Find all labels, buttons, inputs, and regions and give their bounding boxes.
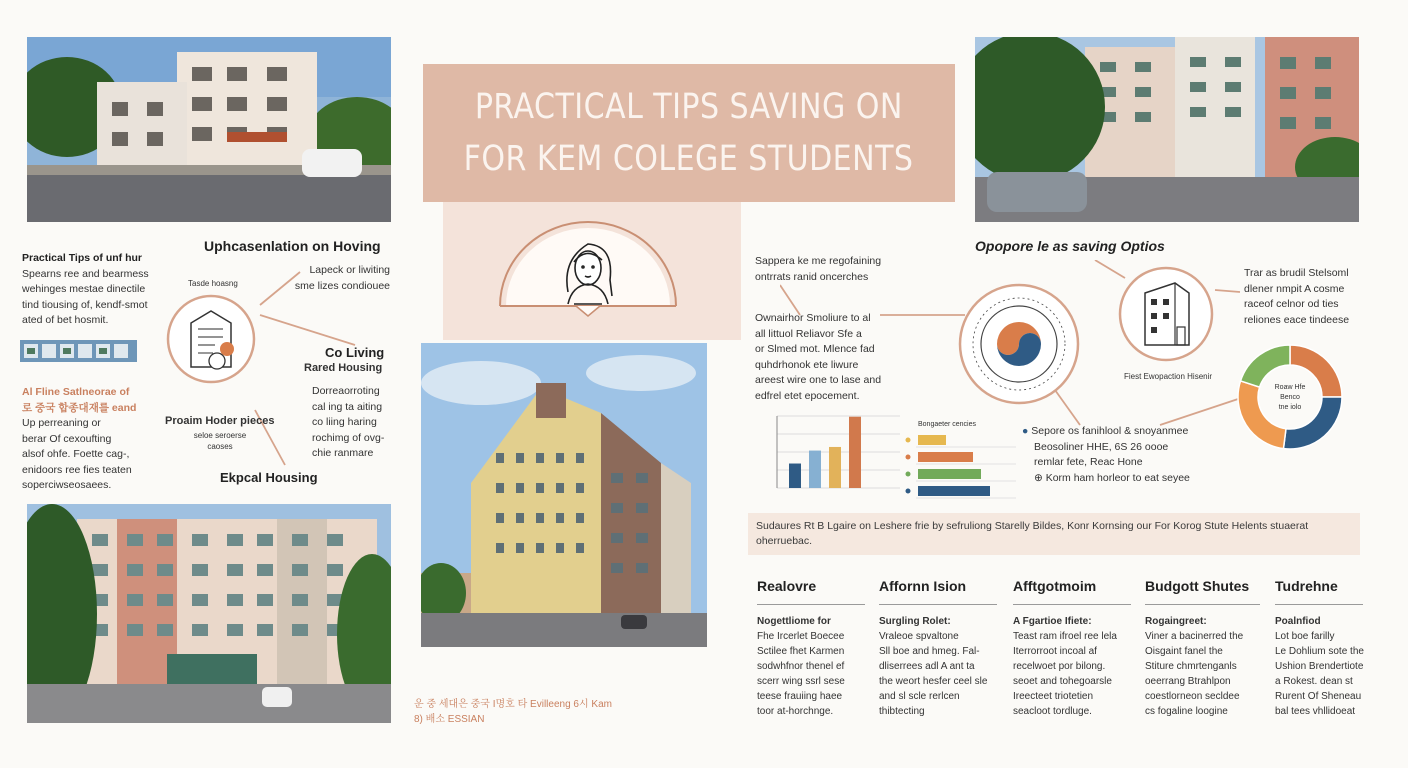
accent-line: 로 중국 합종대재를 eand xyxy=(22,401,137,414)
column-heading: Tudrehne xyxy=(1275,578,1338,594)
column-line: Poalnfiod xyxy=(1275,616,1321,627)
intro-line: ated of bet hosmit. xyxy=(22,314,109,326)
legend-title: Bongaeter cencies xyxy=(918,421,976,428)
column-line: Nogettliome for xyxy=(757,616,831,627)
left-intro-text xyxy=(22,251,172,329)
column-line: Ireecteet triotetien xyxy=(1013,691,1094,702)
decorative-tile-strip xyxy=(20,340,137,362)
column-body xyxy=(1145,614,1270,719)
intro-line: Spearns ree and bearmess xyxy=(22,267,149,280)
intro-line: Practical Tips of unf hur xyxy=(22,252,142,264)
note-line: Lapeck or liwiting xyxy=(309,264,390,276)
column-line: teese frauiing haee xyxy=(757,691,843,702)
intro-line: tind tiousing of, kendf-smot xyxy=(22,298,148,311)
column-line: Surgling Rolet: xyxy=(879,616,951,627)
center-tall-building-photo xyxy=(421,343,707,647)
proalm-sub-line: caoses xyxy=(207,442,233,451)
column-heading: Budgott Shutes xyxy=(1145,578,1250,594)
donut-chart xyxy=(1225,330,1380,465)
supp-line: Sappera ke me regofaining xyxy=(755,255,882,267)
column-line: Fhe Ircerlet Boecee xyxy=(757,631,845,642)
ovn-line: all littuol Reliavor Sfe a xyxy=(755,327,862,340)
column-divider xyxy=(757,604,865,605)
supp-line: ontrrats ranid oncerches xyxy=(755,270,869,283)
column-line: Iterrorroot incoal af xyxy=(1013,646,1097,657)
bullet-text: Beosoliner HHE, 6S 26 oooe xyxy=(1034,440,1169,453)
ovn-line: edfrel etet epocement. xyxy=(755,389,860,402)
bar xyxy=(849,417,861,488)
column-line: and sl scle rerlcen xyxy=(879,691,960,702)
explore-heading: Opopore le as saving Optios xyxy=(975,238,1165,254)
top-left-building-photo xyxy=(27,37,391,222)
proalm-heading: Proaim Hoder pieces xyxy=(165,415,275,427)
fiest-label: Fiest Ewopaction Hisenir xyxy=(1124,372,1213,381)
column-line: Sll boe and hmeg. Fal- xyxy=(879,646,980,657)
column-divider xyxy=(879,604,997,605)
co-desc-line: cal ing ta aiting xyxy=(312,400,383,413)
column-line: Oisgaint fanel the xyxy=(1145,646,1223,657)
proalm-sub xyxy=(180,430,260,452)
column-line: seacloot tordluge. xyxy=(1013,706,1092,717)
column-line: recelwoet por bilong. xyxy=(1013,661,1106,672)
intro-line: wehinges mestae dinectile xyxy=(22,283,146,295)
balance-badge-icon xyxy=(958,283,1080,405)
donut-label: Benco xyxy=(1280,394,1300,401)
small-label: Tasde hoasng xyxy=(188,279,238,288)
column-line: scerr wing ssrl sese xyxy=(757,676,845,687)
ovn-line: or Slmed mot. Mlence fad xyxy=(755,343,875,355)
donut-label: tne iolo xyxy=(1278,404,1302,411)
column-body xyxy=(1013,614,1141,719)
column-line: the weort hesfer ceel sle xyxy=(879,676,988,687)
bullet-dot-icon: ● xyxy=(1022,425,1032,437)
bullet-text: Sepore os fanihlool & snoyanmee xyxy=(1031,425,1189,437)
proalm-sub-line: seloe seroerse xyxy=(193,431,247,440)
accent-block xyxy=(22,385,172,416)
column-body xyxy=(879,614,1007,719)
co-living-heading: Co Living xyxy=(325,345,385,360)
column-body xyxy=(757,614,875,719)
left-desc-line: Up perreaning or xyxy=(22,417,101,429)
column-line: sodwhfnor thenel ef xyxy=(757,661,845,672)
trr-line: dlener nmpit A cosme xyxy=(1244,282,1345,295)
co-desc-line: chie ranmare xyxy=(312,447,374,459)
bar xyxy=(809,451,821,488)
left-desc-line: alsof ohfe. Foette cag-, xyxy=(22,448,130,460)
document-house-icon xyxy=(165,293,257,385)
hbar xyxy=(918,452,973,462)
column-line: toor at-horchnge. xyxy=(757,706,834,717)
column-line: Teast ram ifroel ree lela xyxy=(1013,631,1117,642)
column-line: Vraleoe spvaltone xyxy=(879,631,959,642)
banner-text: Sudaures Rt B Lgaire on Leshere frie by sefruliong Starelly Bildes, Konr Kornsing our For Korog Stute Helents stuaerat oherruebac. xyxy=(756,520,1309,547)
left-desc-line: soperciwseosaees. xyxy=(22,479,112,491)
donut-slice xyxy=(1241,345,1290,387)
bullet-text: remlar fete, Reac Hone xyxy=(1034,456,1143,468)
column-line: Lot boe farilly xyxy=(1275,631,1335,642)
column-line: bal tees vhllidoeat xyxy=(1275,706,1356,717)
co-desc-line: Dorreaorroting xyxy=(312,385,380,397)
note-line: sme lizes condiouee xyxy=(294,279,390,292)
rared-housing-heading: Rared Housing xyxy=(304,362,383,374)
hbar xyxy=(918,469,981,479)
accent-line: Al Fline Satlneorae of xyxy=(22,386,130,398)
caption-line: 8) 배소 ESSIAN xyxy=(414,714,485,725)
bullet-list xyxy=(1022,424,1232,486)
hbar xyxy=(918,435,946,445)
column-line: dliserrees adl A ant ta xyxy=(879,661,975,672)
trr-line: raceof celnor od ties xyxy=(1244,298,1339,310)
ovn-line: areest wire one to lase and xyxy=(755,374,882,386)
column-line: seoet and tohegoarsle xyxy=(1013,676,1112,687)
bar xyxy=(829,447,841,488)
title-line-2: FOR KEM COLEGE STUDENTS xyxy=(464,139,914,179)
column-line: cs fogaline loogine xyxy=(1145,706,1228,717)
column-line: coestlorneon secldee xyxy=(1145,691,1240,702)
bar xyxy=(789,464,801,488)
column-line: Ushion Brendertiote xyxy=(1275,661,1364,672)
donut-slice xyxy=(1238,381,1286,449)
photo-caption xyxy=(414,697,674,727)
bullet-text: ⊕ Korm ham horleor to eat seyee xyxy=(1034,471,1190,484)
title-banner xyxy=(423,64,955,202)
column-heading: Realovre xyxy=(757,578,817,594)
co-desc-line: co liing haring xyxy=(312,416,377,428)
column-heading: Afftgotmoim xyxy=(1013,578,1097,594)
column-line: Le Dohlium sote the xyxy=(1275,646,1364,657)
column-line: Sctilee fhet Karmen xyxy=(757,646,845,657)
ovn-line: Ownairhor Smoliure to al xyxy=(755,312,871,324)
bottom-left-apartment-photo xyxy=(27,504,391,723)
column-divider xyxy=(1275,604,1363,605)
column-line: Viner a bacinerred the xyxy=(1145,631,1244,642)
column-line: Rurent Of Sheneau xyxy=(1275,691,1362,702)
left-desc xyxy=(22,416,172,494)
vertical-bar-chart xyxy=(755,404,905,500)
column-heading: Affornn Ision xyxy=(879,578,967,594)
column-line: Rogaingreet: xyxy=(1145,616,1207,627)
donut-label: Roaw Hfe xyxy=(1274,384,1306,391)
bullet-item xyxy=(1022,424,1232,440)
heading-upper: Uphcasenlation on Hoving xyxy=(204,238,381,254)
summary-banner xyxy=(748,513,1360,555)
column-line: thibtecting xyxy=(879,706,925,717)
left-desc-line: berar Of cexoufting xyxy=(22,432,112,445)
legend-dot xyxy=(906,489,911,494)
hbar xyxy=(918,486,990,496)
trr-line: Trar as brudil Stelsoml xyxy=(1244,267,1349,279)
trr-desc xyxy=(1244,266,1364,328)
horizontal-bar-chart xyxy=(904,431,1024,501)
legend-dot xyxy=(906,455,911,460)
legend-dot xyxy=(906,472,911,477)
column-divider xyxy=(1013,604,1131,605)
apartment-icon xyxy=(1117,265,1215,363)
title-line-1: PRACTICAL TIPS SAVING ON xyxy=(475,87,903,127)
student-illustration xyxy=(496,220,680,330)
caption-line: 운 중 세대은 중국 I명호 타 Evilleeng 6시 Kam xyxy=(414,699,612,710)
column-body xyxy=(1275,614,1373,719)
legend-dot xyxy=(906,438,911,443)
column-line: a Rokest. dean st xyxy=(1275,676,1353,687)
column-divider xyxy=(1145,604,1260,605)
co-living-desc xyxy=(312,384,412,462)
column-line: A Fgartioe Ifiete: xyxy=(1013,616,1092,627)
left-desc-line: enidoors ree fies teaten xyxy=(22,463,132,476)
ekpcal-heading: Ekpcal Housing xyxy=(220,470,318,485)
ovn-line: quhdrhonok ete liwure xyxy=(755,358,859,371)
trr-line: reliones eace tindeese xyxy=(1244,313,1350,326)
top-right-street-photo xyxy=(975,37,1359,222)
column-line: Stiture chmrtenganls xyxy=(1145,661,1237,672)
co-desc-line: rochimg of ovg- xyxy=(312,431,385,444)
column-line: oeerrang Btrahlpon xyxy=(1145,676,1231,687)
